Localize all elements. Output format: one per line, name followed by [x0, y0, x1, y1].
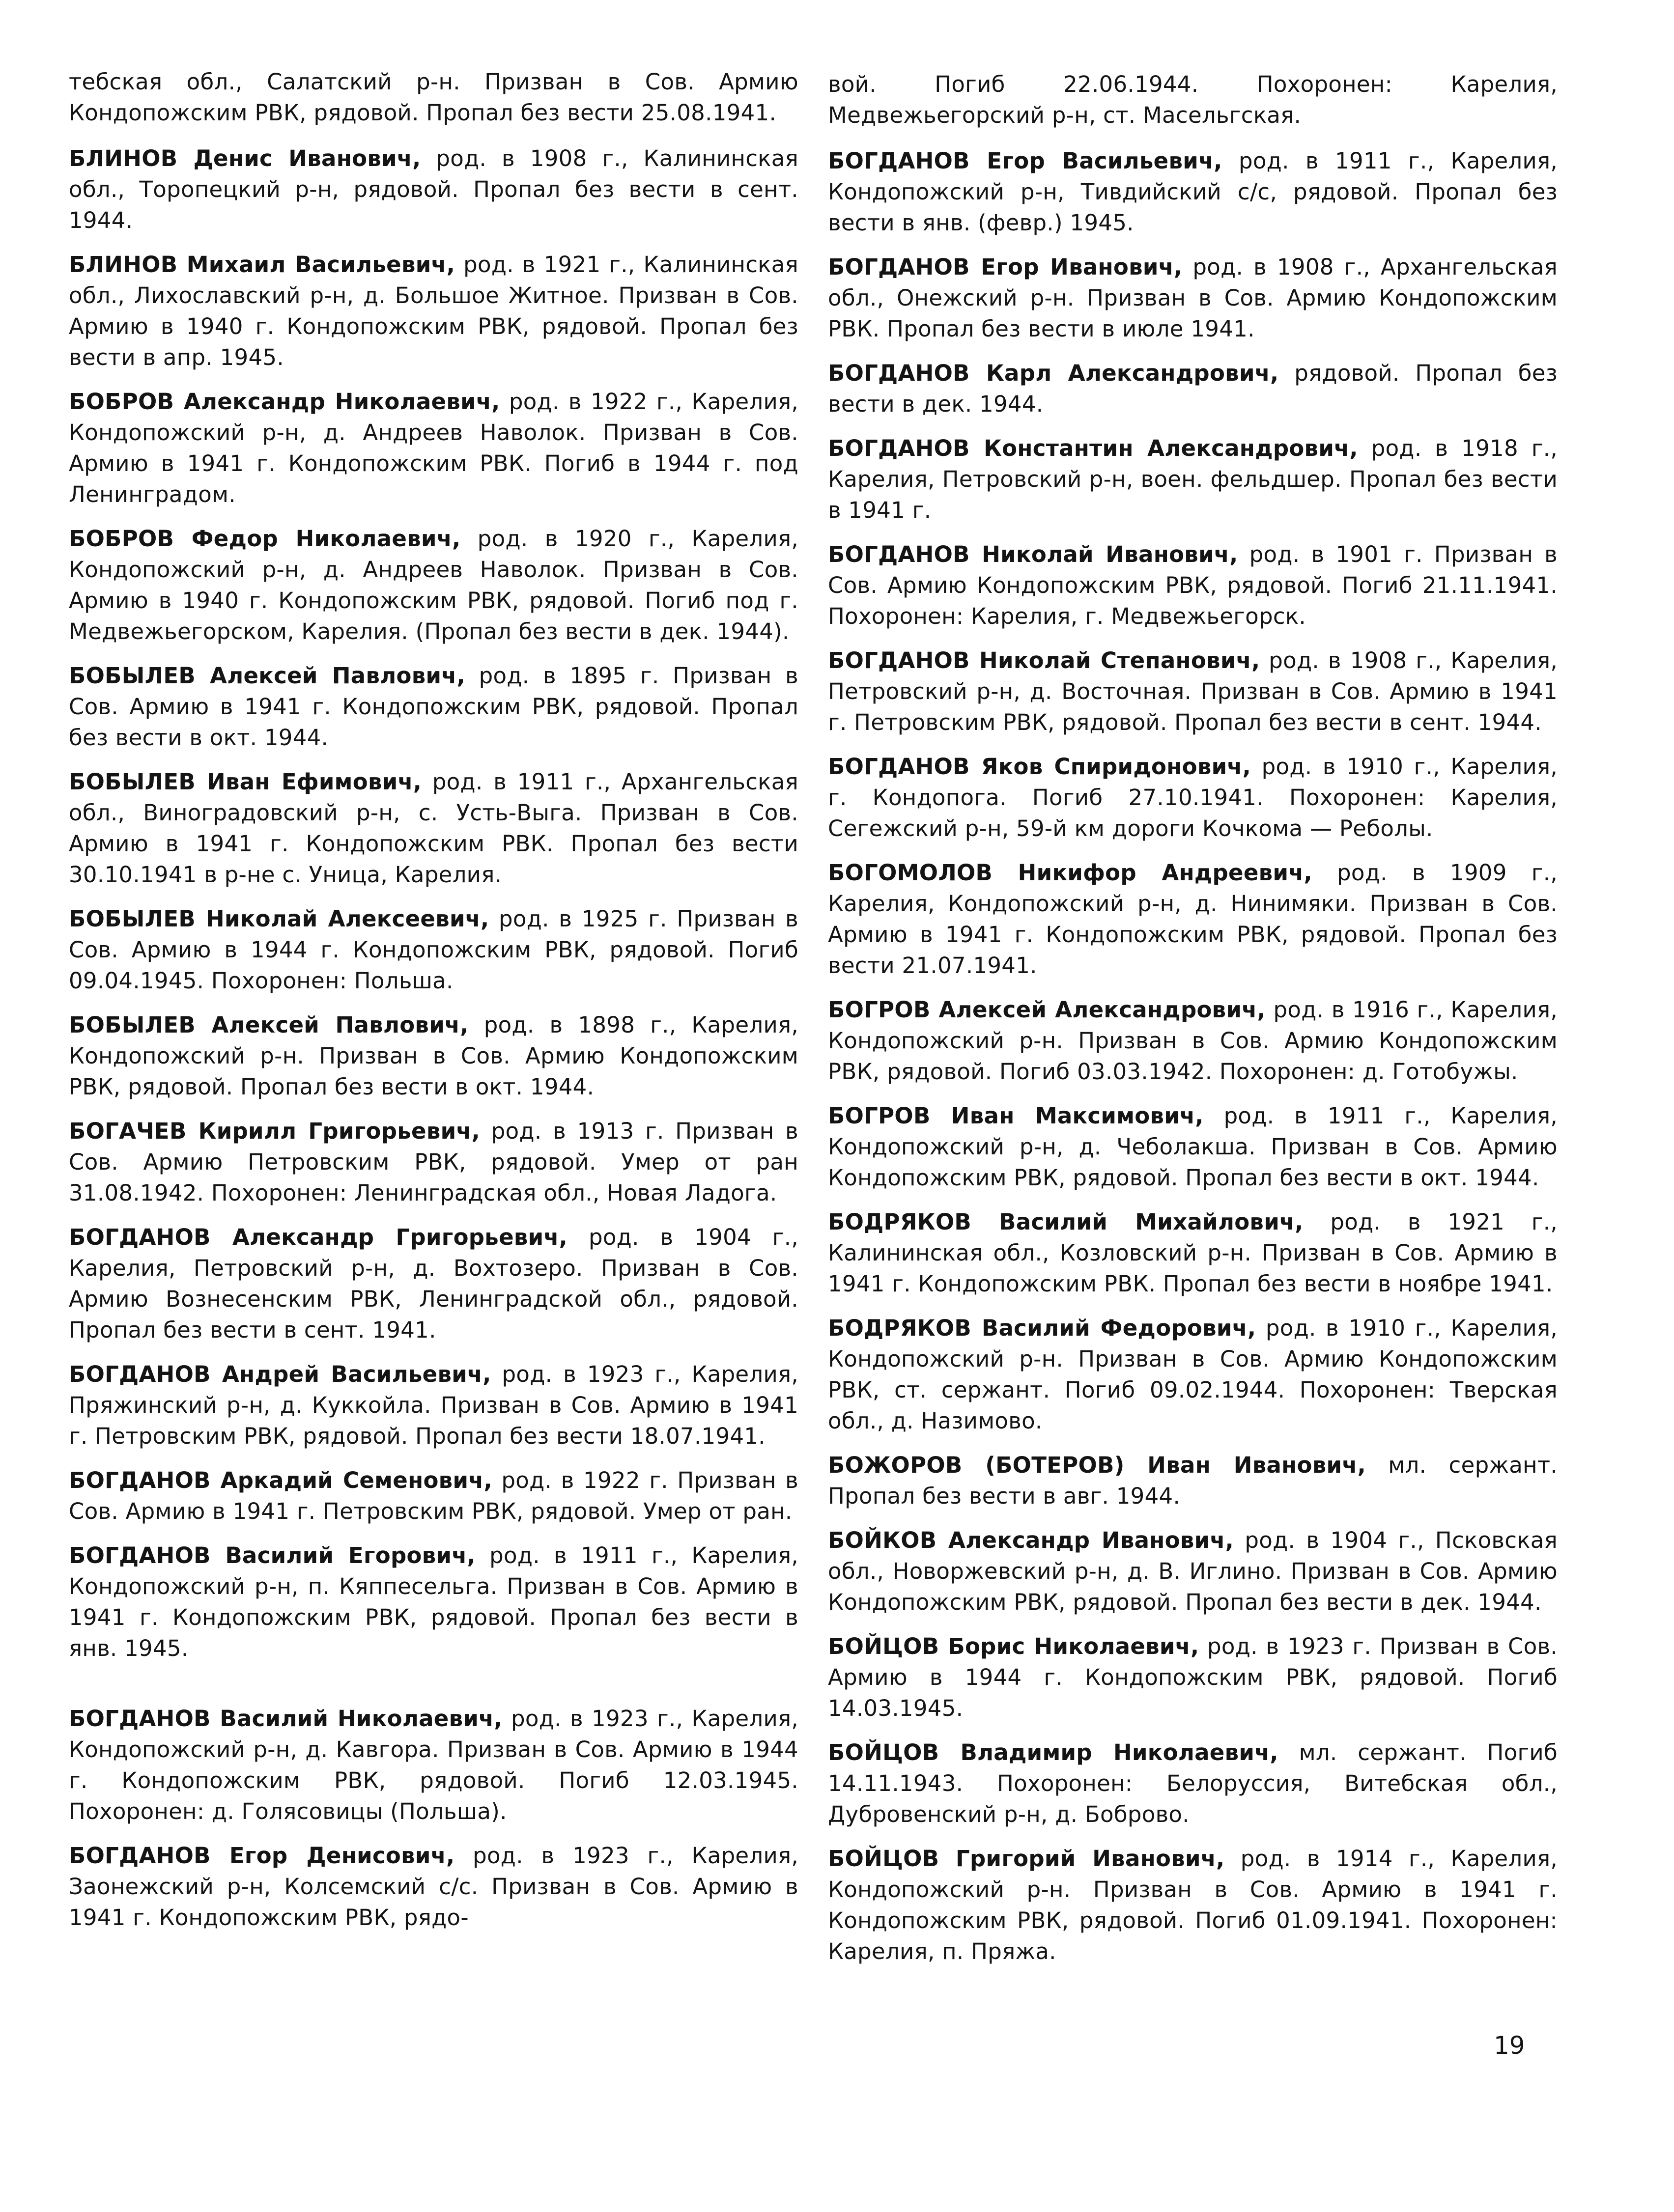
entry-text: род. в 1923 г., Карелия, Пряжинский р-н, д. Куккойла. Призван в Сов. Армию в 1941 г. Петровским РВК, рядовой. Пропал без вести 18.07.1941. [69, 1361, 799, 1449]
entry-name: БОГДАНОВ Константин Александрович, [828, 435, 1358, 461]
entry-name: БОГДАНОВ Андрей Васильевич, [69, 1361, 491, 1387]
entry [69, 1840, 798, 1933]
left-column [69, 66, 798, 1946]
entry-text: мл. сержант. Пропал без вести в авг. 1944. [828, 1452, 1558, 1509]
entry-name: БОГДАНОВ Василий Егорович, [69, 1542, 476, 1568]
entry-name: БОЙКОВ Александр Иванович, [828, 1527, 1234, 1553]
entry-text: род. в 1921 г., Калининская обл., Козловский р-н. Призван в Сов. Армию в 1941 г. Кондопожским РВК. Пропал без вести в ноябре 1941. [828, 1209, 1558, 1297]
entry [828, 1737, 1558, 1830]
entry [828, 1206, 1558, 1299]
entry [69, 1116, 798, 1208]
entry-text: род. в 1911 г., Карелия, Кондопожский р-н, д. Чеболакша. Призван в Сов. Армию Кондопожским РВК, рядовой. Пропал без вести в окт. 1944. [828, 1103, 1558, 1191]
entry-name: БОГОМОЛОВ Никифор Андреевич, [828, 860, 1312, 886]
entry-text: род. в 1922 г. Призван в Сов. Армию в 1941 г. Петровским РВК, рядовой. Умер от ран. [69, 1467, 798, 1524]
entry [69, 1540, 798, 1664]
entry [828, 1450, 1558, 1512]
entry [828, 994, 1558, 1087]
entry-text: род. в 1923 г. Призван в Сов. Армию в 1944 г. Кондопожским РВК, рядовой. Погиб 14.03.1945. [828, 1633, 1558, 1721]
entry [828, 1100, 1558, 1193]
entry-name: БОГДАНОВ Александр Григорьевич, [69, 1224, 568, 1250]
entry [828, 1525, 1558, 1618]
entry [828, 1631, 1558, 1724]
entry [828, 358, 1558, 420]
entry-name: БОЙЦОВ Григорий Иванович, [828, 1846, 1225, 1872]
entry [69, 386, 798, 510]
entry-text: род. в 1920 г., Карелия, Кондопожский р-н, д. Андреев Наволок. Призван в Сов. Армию в 1940 г. Кондопожским РВК, рядовой. Погиб под г. Медвежьегорском, Карелия. (Пропал без вести в дек. 1944). [69, 526, 798, 644]
entry-name: БОГДАНОВ Егор Денисович, [69, 1843, 455, 1869]
entry [69, 1009, 798, 1102]
entry [69, 903, 798, 996]
entry-name: БОДРЯКОВ Василий Михайлович, [828, 1209, 1304, 1235]
entry-text: тебская обл., Салатский р-н. Призван в Сов. Армию Кондопожским РВК, рядовой. Пропал без вести 25.08.1941. [69, 69, 798, 126]
right-column [828, 69, 1558, 1980]
entry-text: род. в 1918 г., Карелия, Петровский р-н, воен. фельдшер. Пропал без вести в 1941 г. [828, 435, 1558, 523]
entry-text: мл. сержант. Погиб 14.11.1943. Похоронен: Белоруссия, Витебская обл., Дубровенский р-н, д. Боброво. [828, 1739, 1558, 1827]
entry [69, 766, 798, 890]
entry-name: БОГДАНОВ Яков Спиридонович, [828, 754, 1251, 780]
entry [69, 660, 798, 753]
entry-text: род. в 1921 г., Калининская обл., Лихославский р-н, д. Большое Житное. Призван в Сов. Армию в 1940 г. Кондопожским РВК, рядовой. Пропал без вести в апр. 1945. [69, 252, 798, 370]
entry-name: БОБЫЛЕВ Алексей Павлович, [69, 1012, 469, 1038]
entry-name: БОБРОВ Федор Николаевич, [69, 526, 461, 552]
entry-text: род. в 1910 г., Карелия, Кондопожский р-н. Призван в Сов. Армию Кондопожским РВК, ст. сержант. Погиб 09.02.1944. Похоронен: Тверская обл., д. Назимово. [828, 1315, 1558, 1434]
entry-text: род. в 1908 г., Калининская обл., Торопецкий р-н, рядовой. Пропал без вести в сент. 1944. [69, 145, 798, 233]
entry [828, 433, 1558, 526]
entry-name: БОГДАНОВ Василий Николаевич, [69, 1706, 503, 1732]
entry-text: род. в 1925 г. Призван в Сов. Армию в 1944 г. Кондопожским РВК, рядовой. Погиб 09.04.1945. Похоронен: Польша. [69, 906, 798, 994]
entry [69, 1359, 798, 1452]
entry [828, 857, 1558, 981]
entry-name: БОГДАНОВ Егор Иванович, [828, 254, 1183, 280]
entry [828, 1313, 1558, 1436]
entry [828, 252, 1558, 344]
entry-name: БОГРОВ Алексей Александрович, [828, 997, 1266, 1023]
entry-continuation [69, 66, 798, 128]
entry [69, 1465, 798, 1527]
entry [828, 145, 1558, 238]
entry-text: род. в 1922 г., Карелия, Кондопожский р-н, д. Андреев Наволок. Призван в Сов. Армию в 1941 г. Кондопожским РВК. Погиб в 1944 г. под Ленинградом. [69, 389, 799, 507]
entry-name: БОГДАНОВ Аркадий Семенович, [69, 1467, 492, 1493]
entry-name: БОЖОРОВ (БОТЕРОВ) Иван Иванович, [828, 1452, 1366, 1478]
entry-name: БОГРОВ Иван Максимович, [828, 1103, 1204, 1129]
entry-text: вой. Погиб 22.06.1944. Похоронен: Карелия, Медвежьегорский р-н, ст. Масельгская. [828, 71, 1558, 128]
entry-name: БОГДАНОВ Николай Степанович, [828, 647, 1260, 673]
entry-name: БОДРЯКОВ Василий Федорович, [828, 1315, 1256, 1341]
entry-text: род. в 1908 г., Архангельская обл., Онежский р-н. Призван в Сов. Армию Кондопожским РВК. Пропал без вести в июле 1941. [828, 254, 1558, 342]
entry-name: БОБЫЛЕВ Николай Алексеевич, [69, 906, 489, 932]
entry-name: БЛИНОВ Михаил Васильевич, [69, 252, 455, 278]
entry-name: БЛИНОВ Денис Иванович, [69, 145, 421, 171]
entry-name: БОГДАНОВ Карл Александрович, [828, 360, 1279, 386]
entry-name: БОГАЧЕВ Кирилл Григорьевич, [69, 1118, 481, 1144]
entry-text: род. в 1904 г., Псковская обл., Новоржевский р-н, д. В. Иглино. Призван в Сов. Армию Кондопожским РВК, рядовой. Пропал без вести в дек. 1944. [828, 1527, 1558, 1615]
entry-text: род. в 1910 г., Карелия, г. Кондопога. Погиб 27.10.1941. Похоронен: Карелия, Сегежский р-н, 59-й км дороги Кочкома — Реболы. [828, 754, 1558, 841]
entry-text: род. в 1914 г., Карелия, Кондопожский р-н. Призван в Сов. Армию в 1941 г. Кондопожским РВК, рядовой. Погиб 01.09.1941. Похоронен: Карелия, п. Пряжа. [828, 1846, 1558, 1964]
page-number: 19 [1494, 2031, 1525, 2060]
entry [69, 523, 798, 647]
entry-text: род. в 1923 г., Карелия, Кондопожский р-н, д. Кавгора. Призван в Сов. Армию в 1944 г. Кондопожским РВК, рядовой. Погиб 12.03.1945. Похоронен: д. Голясовицы (Польша). [69, 1706, 798, 1824]
entry-text: род. в 1913 г. Призван в Сов. Армию Петровским РВК, рядовой. Умер от ран 31.08.1942. Похоронен: Ленинградская обл., Новая Ладога. [69, 1118, 798, 1206]
entry-name: БОГДАНОВ Николай Иванович, [828, 541, 1238, 567]
entry [828, 645, 1558, 738]
entry-text: род. в 1916 г., Карелия, Кондопожский р-н. Призван в Сов. Армию Кондопожским РВК, рядовой. Погиб 03.03.1942. Похоронен: д. Готобужы. [828, 997, 1558, 1085]
entry-text: род. в 1898 г., Карелия, Кондопожский р-н. Призван в Сов. Армию Кондопожским РВК, рядовой. Пропал без вести в окт. 1944. [69, 1012, 798, 1100]
entry-name: БОБЫЛЕВ Иван Ефимович, [69, 769, 422, 795]
entry-text: род. в 1895 г. Призван в Сов. Армию в 1941 г. Кондопожским РВК, рядовой. Пропал без вести в окт. 1944. [69, 663, 798, 751]
entry [69, 249, 798, 373]
entry-name: БОЙЦОВ Борис Николаевич, [828, 1633, 1199, 1659]
entry-text: род. в 1908 г., Карелия, Петровский р-н, д. Восточная. Призван в Сов. Армию в 1941 г. Петровским РВК, рядовой. Пропал без вести в сент. 1944. [828, 647, 1558, 735]
entry-continuation [828, 69, 1558, 131]
entry-text: род. в 1909 г., Карелия, Кондопожский р-н, д. Нинимяки. Призван в Сов. Армию в 1941 г. Кондопожским РВК, рядовой. Пропал без вести 21.07.1941. [828, 860, 1558, 979]
entry-text: род. в 1901 г. Призван в Сов. Армию Кондопожским РВК, рядовой. Погиб 21.11.1941. Похоронен: Карелия, г. Медвежьегорск. [828, 541, 1558, 629]
entry [828, 1843, 1558, 1967]
entry-text: род. в 1923 г., Карелия, Заонежский р-н, Колсемский с/с. Призван в Сов. Армию в 1941 г. Кондопожским РВК, рядо- [69, 1843, 798, 1931]
entry [828, 751, 1558, 844]
entry-text: род. в 1911 г., Архангельская обл., Виноградовский р-н, с. Усть-Выга. Призван в Сов. Армию в 1941 г. Кондопожским РВК. Пропал без вести 30.10.1941 в р-не с. Уница, Карелия. [69, 769, 798, 888]
entry-name: БОБРОВ Александр Николаевич, [69, 389, 500, 415]
entry-name: БОГДАНОВ Егор Васильевич, [828, 148, 1222, 174]
entry [69, 1222, 798, 1345]
entry-text: род. в 1911 г., Карелия, Кондопожский р-н, п. Кяппесельга. Призван в Сов. Армию в 1941 г. Кондопожским РВК, рядовой. Пропал без вести в янв. 1945. [69, 1542, 798, 1661]
entry-text: род. в 1904 г., Карелия, Петровский р-н, д. Вохтозеро. Призван в Сов. Армию Вознесенским РВК, Ленинградской обл., рядовой. Пропал без вести в сент. 1941. [69, 1224, 799, 1343]
entry [69, 143, 798, 236]
entry-text: род. в 1911 г., Карелия, Кондопожский р-н, Тивдийский с/с, рядовой. Пропал без вести в янв. (февр.) 1945. [828, 148, 1558, 236]
entry-name: БОБЫЛЕВ Алексей Павлович, [69, 663, 465, 689]
entry-text: рядовой. Пропал без вести в дек. 1944. [828, 360, 1558, 417]
entry-name: БОЙЦОВ Владимир Николаевич, [828, 1739, 1278, 1765]
entry [69, 1703, 798, 1827]
entry [828, 539, 1558, 632]
